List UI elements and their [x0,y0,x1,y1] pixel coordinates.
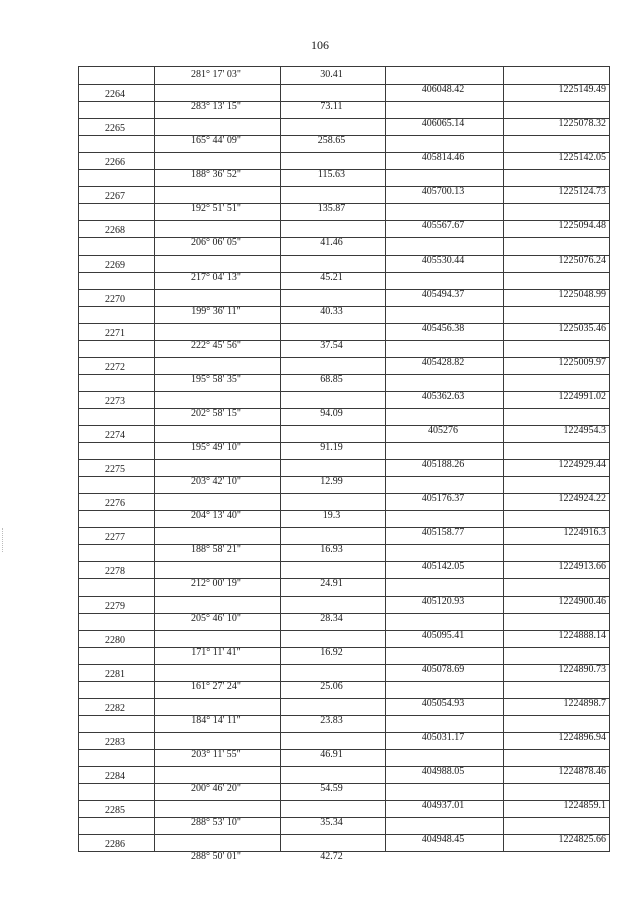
coordinate-y [503,460,610,470]
coordinate-y-text: 1225094.48 [558,220,606,232]
coordinate-x: 406048.42 [421,84,465,95]
coordinate-y-text: 1224896.94 [558,731,606,743]
coordinate-y-text: 1224825.66 [558,834,606,846]
coordinate-y [503,597,610,607]
segment-distance: 135.87 [317,203,346,215]
bearing-angle: 202° 58' 15" [191,407,241,419]
coordinate-y-text: 1224888.14 [558,629,606,641]
coordinate-y [503,631,610,641]
coordinate-y [503,665,610,675]
bearing-angle: 288° 50' 01" [191,851,241,863]
coordinate-x: 405158.77 [421,527,465,539]
segment-distance: 258.65 [317,135,346,147]
segment-distance: 45.21 [320,271,343,283]
coordinate-x: 405142.05 [421,561,465,573]
point-number: 2268 [105,225,125,237]
point-number: 2277 [105,532,125,544]
segment-distance: 19.3 [322,510,341,522]
coordinate-y [503,85,610,95]
coordinate-y [503,767,610,777]
coordinate-x: 405428.82 [421,356,465,368]
coordinate-x: 405120.93 [421,595,465,607]
coordinate-x: 405456.38 [421,322,465,334]
bearing-angle: 200° 46' 20" [191,783,241,795]
bearing-angle: 192° 51' 51" [191,203,241,215]
point-number: 2273 [105,395,125,407]
coordinate-x: 405814.46 [421,152,465,164]
coordinate-y-text: 1224991.02 [558,390,606,402]
coordinate-y-text: 1225078.32 [558,118,606,130]
coordinate-x: 404948.45 [421,834,465,846]
point-number: 2280 [105,634,125,646]
coordinate-y-text: 1225076.24 [558,254,606,266]
point-number: 2264 [105,89,125,100]
coordinate-y-text: 1224898.7 [563,697,606,709]
coordinate-y-text: 1225048.99 [558,288,606,300]
coordinate-y [503,221,610,231]
coordinate-y-text: 1224916.3 [563,527,606,539]
segment-distance: 91.19 [320,442,343,454]
point-number: 2283 [105,736,125,748]
coordinate-y [503,153,610,163]
segment-distance: 40.33 [320,305,343,317]
point-number: 2272 [105,361,125,373]
segment-distance: 42.72 [320,851,343,863]
coordinate-y-text: 1224900.46 [558,595,606,607]
bearing-angle: 222° 45' 56" [191,339,241,351]
bearing-angle: 171° 11' 41" [191,646,241,658]
coordinate-x: 405362.63 [421,390,465,402]
segment-distance: 16.92 [320,646,343,658]
bearing-angle: 203° 11' 55" [191,748,241,760]
coordinate-y [503,699,610,709]
coordinate-y [503,324,610,334]
segment-distance: 37.54 [320,339,343,351]
coordinate-x: 405095.41 [421,629,465,641]
coordinate-y [503,733,610,743]
coordinate-y [503,494,610,504]
segment-distance: 73.11 [320,101,343,113]
segment-distance: 30.41 [320,69,343,80]
coordinate-y [503,392,610,402]
segment-distance: 25.06 [320,680,343,692]
point-number: 2286 [105,839,125,851]
coordinate-y [503,801,610,811]
point-number: 2278 [105,566,125,578]
point-number: 2275 [105,464,125,476]
bearing-angle: 204° 13' 40" [191,510,241,522]
coordinate-x: 406065.14 [421,118,465,130]
bearing-angle: 165° 44' 09" [191,135,241,147]
segment-distance: 115.63 [317,169,346,181]
point-number: 2285 [105,805,125,817]
bearing-angle: 212° 00' 19" [191,578,241,590]
coordinate-x: 405031.17 [421,731,465,743]
point-number: 2276 [105,498,125,510]
bearing-angle: 195° 49' 10" [191,442,241,454]
coordinate-x: 405494.37 [421,288,465,300]
point-number: 2281 [105,668,125,680]
coordinate-y [503,290,610,300]
segment-distance: 68.85 [320,373,343,385]
coordinate-x: 405276 [428,425,458,436]
bearing-angle: 195° 58' 35" [191,373,241,385]
coordinate-x: 404988.05 [421,766,465,777]
coordinate-x: 404937.01 [421,800,465,812]
bearing-angle: 188° 36' 52" [191,169,241,181]
coordinate-x: 405567.67 [421,220,465,232]
point-number: 2279 [105,600,125,612]
segment-distance: 46.91 [320,748,343,760]
bearing-angle: 281° 17' 03" [191,69,241,80]
bearing-angle: 188° 58' 21" [191,544,241,556]
point-number: 2284 [105,771,125,782]
coordinate-x: 405700.13 [421,186,465,198]
coordinate-y-text: 1224913.66 [558,561,606,573]
coordinate-y [503,528,610,538]
coordinate-y [503,835,610,845]
coordinate-y-text: 1225124.73 [558,186,606,198]
coordinate-x: 405530.44 [421,254,465,266]
coordinate-x: 405078.69 [421,663,465,675]
coordinate-x: 405176.37 [421,493,465,505]
bearing-angle: 199° 36' 11" [191,305,241,317]
coordinate-y-text: 1224924.22 [558,493,606,505]
bearing-angle: 206° 06' 05" [191,237,241,249]
segment-distance: 24.91 [320,578,343,590]
bearing-angle: 288° 53' 10" [191,817,241,829]
coordinate-x: 405054.93 [421,697,465,709]
coordinate-y-text: 1225035.46 [558,322,606,334]
coordinate-y-text: 1224929.44 [558,459,606,471]
coordinate-y [503,256,610,266]
margin-scan-mark [2,528,5,552]
segment-distance: 94.09 [320,407,343,419]
coordinate-y [503,426,610,436]
bearing-angle: 184° 14' 11" [191,714,241,726]
segment-distance: 28.34 [320,612,343,624]
coordinate-y [503,562,610,572]
bearing-angle: 203° 42' 10" [191,476,241,488]
segment-distance: 41.46 [320,237,343,249]
coordinate-y-text: 1225149.49 [558,84,606,95]
point-number: 2282 [105,702,125,714]
segment-distance: 35.34 [320,817,343,829]
coordinate-y-text: 1224878.46 [558,766,606,777]
coordinate-y-text: 1224859.1 [563,800,606,812]
bearing-angle: 161° 27' 24" [191,680,241,692]
point-number: 2266 [105,157,125,169]
coordinate-y [503,187,610,197]
page-number: 106 [311,38,329,52]
point-number: 2271 [105,327,125,339]
segment-distance: 23.83 [320,714,343,726]
point-number: 2270 [105,293,125,305]
bearing-angle: 217° 04' 13" [191,271,241,283]
point-number: 2267 [105,191,125,203]
coordinate-y [503,358,610,368]
coordinate-y-text: 1224954.3 [563,425,606,436]
point-number: 2265 [105,123,125,135]
coordinate-y-text: 1225009.97 [558,356,606,368]
bearing-angle: 205° 46' 10" [191,612,241,624]
coordinate-x: 405188.26 [421,459,465,471]
bearing-angle: 283° 13' 15" [191,101,241,113]
table-top-rule [78,66,610,67]
segment-distance: 16.93 [320,544,343,556]
survey-coordinate-table [78,66,610,863]
coordinate-y-text: 1225142.05 [558,152,606,164]
point-number: 2274 [105,430,125,441]
segment-distance: 12.99 [320,476,343,488]
coordinate-y-text: 1224890.73 [558,663,606,675]
coordinate-y [503,119,610,129]
point-number: 2269 [105,259,125,271]
segment-distance: 54.59 [320,783,343,795]
